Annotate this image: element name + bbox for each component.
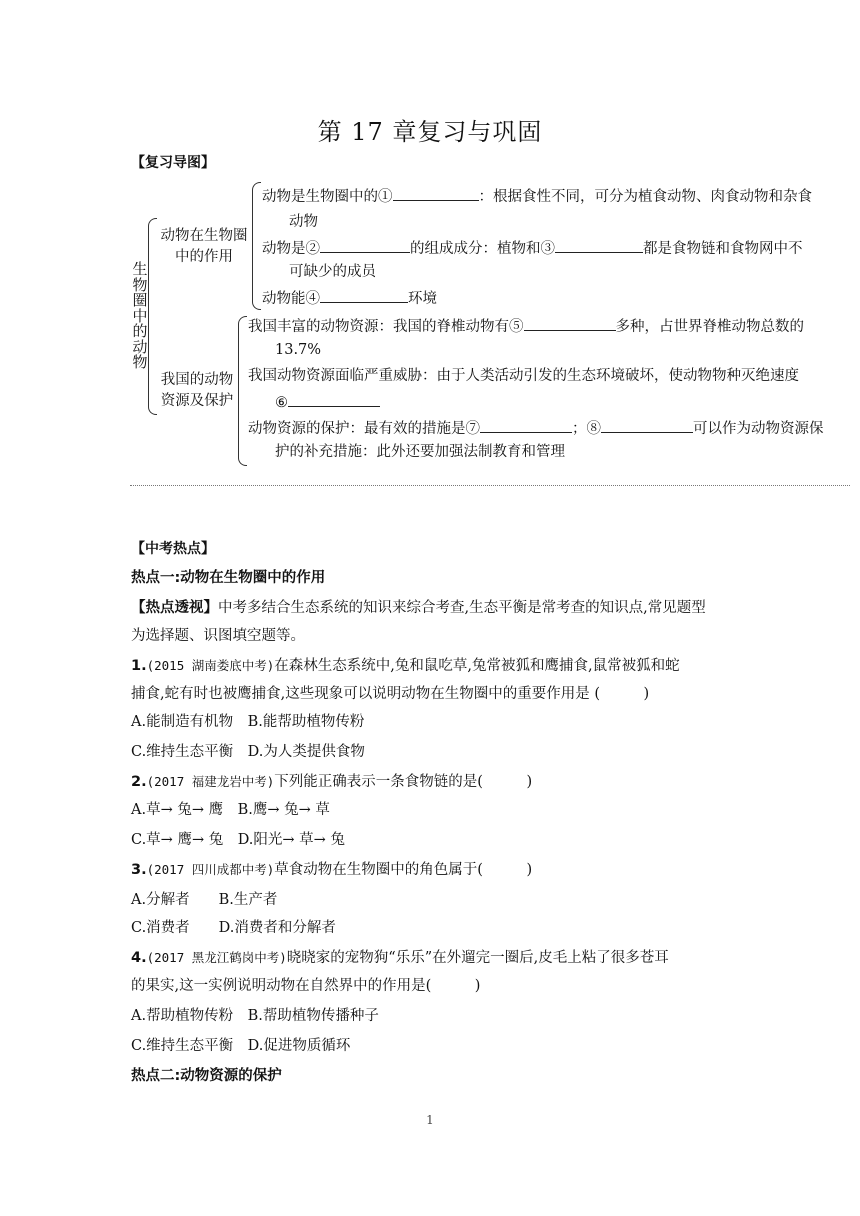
blank-4[interactable] xyxy=(320,288,408,303)
q3-stem: 3.(2017 四川成都中考)草食动物在生物圈中的角色属于( ) xyxy=(131,862,533,878)
q4-options-row2: C.维持生态平衡 D.促进物质循环 xyxy=(131,1038,351,1054)
hot1-title: 热点一:动物在生物圈中的作用 xyxy=(131,570,326,586)
q2-options-row2: C.草→ 鹰→ 兔 D.阳光→ 草→ 兔 xyxy=(131,832,345,848)
branch2-label-line1: 我国的动物 xyxy=(160,372,234,388)
branch2-item3-cont: 护的补充措施：此外还要加强法制教育和管理 xyxy=(275,444,565,460)
hotspots-heading: 【中考热点】 xyxy=(131,541,215,557)
q1-stem-cont: 捕食,蛇有时也被鹰捕食,这些现象可以说明动物在生物圈中的重要作用是 ( ) xyxy=(131,686,650,702)
map-root-char: 的 xyxy=(132,322,148,340)
blank-7[interactable] xyxy=(480,418,572,433)
map-root-label xyxy=(132,262,148,371)
map-root-char: 中 xyxy=(132,306,148,325)
q1-options-row1: A.能制造有机物 B.能帮助植物传粉 xyxy=(131,714,365,730)
branch2-label xyxy=(154,370,240,412)
concept-map xyxy=(130,178,850,473)
branch1-item2-cont: 可缺少的成员 xyxy=(289,264,376,280)
branch1-label xyxy=(156,226,252,268)
q2-options-row1: A.草→ 兔→ 鹰 B.鹰→ 兔→ 草 xyxy=(131,802,330,818)
q1-options-row2: C.维持生态平衡 D.为人类提供食物 xyxy=(131,744,365,760)
branch1-item2: 动物是② 的组成成分：植物和③ 都是食物链和食物网中不 xyxy=(262,238,803,259)
branch2-item2: 我国动物资源面临严重威胁：由于人类活动引发的生态环境破坏，使动物物种灭绝速度 xyxy=(248,368,799,384)
branch2-item3: 动物资源的保护：最有效的措施是⑦ ；⑧ 可以作为动物资源保 xyxy=(248,418,824,439)
section-divider xyxy=(130,485,850,486)
branch1-label-line2: 中的作用 xyxy=(175,249,233,265)
blank-1[interactable] xyxy=(393,186,479,201)
insight-line1: 【热点透视】中考多结合生态系统的知识来综合考查,生态平衡是常考查的知识点,常见题型 xyxy=(131,600,706,616)
branch2-brace xyxy=(238,316,247,466)
insight-line2: 为选择题、识图填空题等。 xyxy=(131,628,305,644)
branch1-label-line1: 动物在生物圈 xyxy=(160,228,248,244)
map-root-char: 圈 xyxy=(132,291,148,309)
blank-2[interactable] xyxy=(320,238,410,253)
page-number: 1 xyxy=(426,1113,434,1127)
branch1-brace xyxy=(252,182,261,310)
q3-options-row1: A.分解者 B.生产者 xyxy=(131,892,278,908)
branch1-item1: 动物是生物圈中的① ：根据食性不同，可分为植食动物、肉食动物和杂食 xyxy=(262,186,812,207)
q4-stem: 4.(2017 黑龙江鹤岗中考)晓晓家的宠物狗“乐乐”在外遛完一圈后,皮毛上粘了很多苍耳 xyxy=(131,950,669,966)
branch2-item1-cont: 13.7% xyxy=(275,342,322,358)
map-root-char: 物 xyxy=(132,353,148,371)
q4-options-row1: A.帮助植物传粉 B.帮助植物传播种子 xyxy=(131,1008,379,1024)
hot2-title: 热点二:动物资源的保护 xyxy=(131,1068,282,1084)
blank-8[interactable] xyxy=(601,418,693,433)
blank-6[interactable] xyxy=(288,392,380,407)
map-root-char: 动 xyxy=(132,337,148,356)
review-map-heading: 【复习导图】 xyxy=(131,155,215,171)
branch1-item3: 动物能④ 环境 xyxy=(262,288,437,309)
page-title: 第 17 章复习与巩固 xyxy=(317,118,543,146)
q1-stem: 1.(2015 湖南娄底中考)在森林生态系统中,兔和鼠吃草,兔常被狐和鹰捕食,鼠常被狐和蛇 xyxy=(131,658,680,674)
blank-3[interactable] xyxy=(555,238,643,253)
q3-options-row2: C.消费者 D.消费者和分解者 xyxy=(131,920,336,936)
q2-stem: 2.(2017 福建龙岩中考)下列能正确表示一条食物链的是( ) xyxy=(131,774,533,790)
branch2-item1: 我国丰富的动物资源：我国的脊椎动物有⑤ 多种，占世界脊椎动物总数的 xyxy=(248,316,804,337)
branch2-label-line2: 资源及保护 xyxy=(160,393,234,409)
q4-stem-cont: 的果实,这一实例说明动物在自然界中的作用是( ) xyxy=(131,978,481,994)
branch1-item1-cont: 动物 xyxy=(289,214,318,230)
blank-5[interactable] xyxy=(524,316,616,331)
map-root-char: 物 xyxy=(132,275,148,294)
map-root-char: 生 xyxy=(132,260,148,278)
branch2-item2-cont: ⑥ xyxy=(275,392,380,413)
